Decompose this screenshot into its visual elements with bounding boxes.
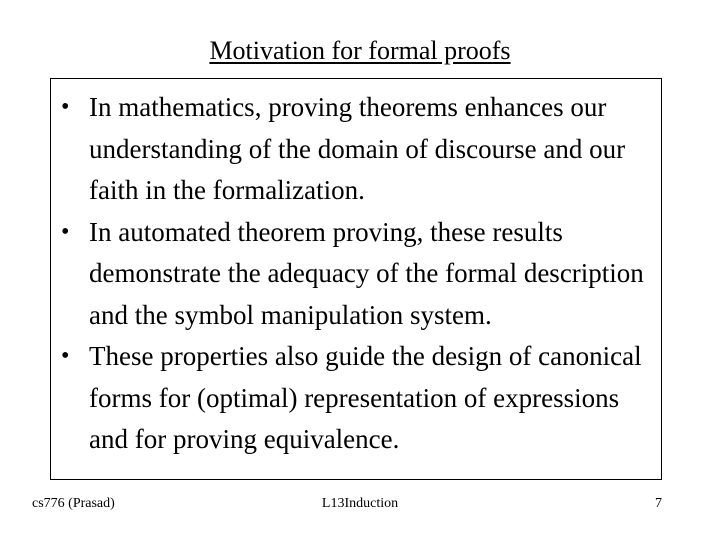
bullet-marker: • — [61, 94, 70, 120]
bullet-text: In mathematics, proving theorems enhances our understanding of the domain of discourse and our faith in the formalization. — [89, 92, 626, 205]
bullet-list — [61, 87, 661, 461]
slide-title-text: Motivation for formal proofs — [209, 36, 511, 65]
content-box — [50, 78, 662, 480]
bullet-text: In automated theorem proving, these results demonstrate the adequacy of the formal description and the symbol manipulation system. — [89, 216, 644, 330]
bullet-marker: • — [61, 218, 70, 245]
bullet-item — [61, 336, 661, 461]
bullet-item — [61, 87, 661, 212]
slide-title — [0, 36, 720, 66]
bullet-item — [61, 212, 661, 337]
footer-lecture: L13Induction — [321, 496, 399, 511]
footer-course: cs776 (Prasad) — [32, 496, 115, 511]
bullet-marker: • — [61, 343, 70, 369]
footer-page-number: 7 — [655, 496, 662, 511]
bullet-text: These properties also guide the design of canonical forms for (optimal) representation of expressions and for proving equivalence. — [89, 341, 642, 454]
